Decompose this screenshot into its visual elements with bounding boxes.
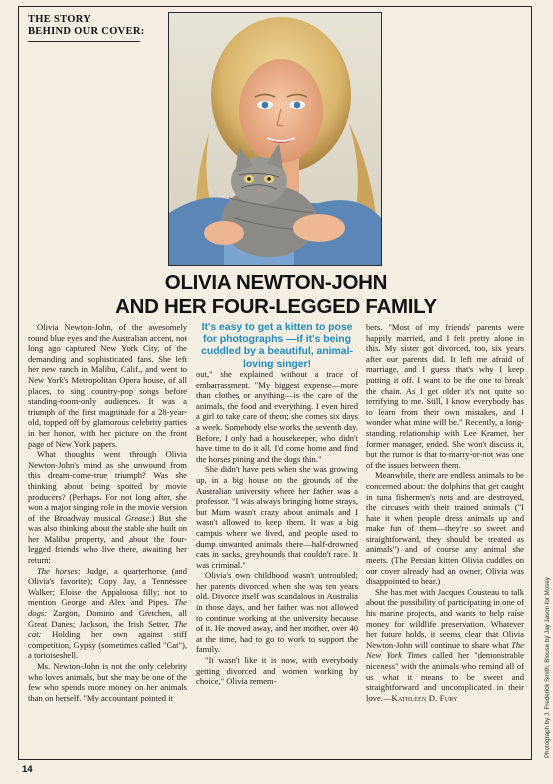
article-headline xyxy=(24,271,528,319)
text-run-italic: The dogs: xyxy=(28,597,187,619)
paragraph xyxy=(366,587,524,704)
text-run: What thoughts went through Olivia Newton-John's mind as she unwound from this dream-come-true triumph? Was she thinking about being spotted by movie producers? (Perhaps. For not long after, she won a major singing role in the movie version of the Broadway musical xyxy=(28,449,187,523)
text-run-italic: Grease. xyxy=(124,512,152,523)
paragraph xyxy=(28,566,187,661)
text-run: Judge, a quarterhorse (and Olivia's favorite); Copy Jay, a Tennessee Walker; Eloise the Appaloosa filly; not to mention George and Alex and Pipes. xyxy=(28,565,188,608)
paragraph: out," she explained without a trace of embarrassment. "My biggest expense—more than clothes or anything—is the care of the animals, the food and everything. I even hired a girl to take care of them; she comes six days a week. Somebody else works the seventh day. Before, I only had a housekeeper, who didn't have time to do it all. I'd come home and find the horses pining and the dogs thin." xyxy=(196,369,358,464)
page-number: 14 xyxy=(22,764,33,775)
section-rule xyxy=(28,41,140,42)
paragraph: "It wasn't like it is now, with everybody getting divorced and women working by choice," Olivia remem- xyxy=(196,655,358,687)
section-label-line2: BEHIND OUR COVER: xyxy=(28,26,145,37)
paragraph: She didn't have pets when she was growing up, in a big house on the grounds of the Australian university where her father was a professor. "I was always bringing home strays, but Mum wasn't crazy about animals and I wasn't allowed to keep them. It was a big campus where we lived, and people used to dump unwanted animals there—half-drowned cats in sacks, greyhounds that couldn't race. It was criminal." xyxy=(196,464,358,570)
text-run: Holding her own against stiff competition, Gypsy (sometimes called "Cat"), a tortoiseshell. xyxy=(28,629,187,661)
text-run-italic: The cat: xyxy=(28,618,187,640)
paragraph: bers. "Most of my friends' parents were happily married, and I felt pretty alone in this. My sister got divorced, too, six years after our parents did. It left me afraid of marriage, and I guess that's why I keep putting it off. I want to be the one to break the chain. As I get older it's not quite so terrifying to me. Still, I know everybody has to learn from their own mistakes, and I wonder what mine will be." Recently, a long-standing relationship with Lee Kramer, her former manager, ended. She won't discuss it, but the rumor is that to-marry-or-not was one of the issues between them. xyxy=(366,322,524,470)
paragraph: Ms. Newton-John is not the only celebrity who loves animals, but she may be one of the few who spends more money on her animals than on herself. "My accountant pointed it xyxy=(28,661,187,703)
headline-line2: AND HER FOUR-LEGGED FAMILY xyxy=(115,295,437,318)
column-2 xyxy=(196,369,358,687)
section-label xyxy=(28,14,145,38)
text-run: ) But she was also thinking about the stable she built on her Malibu property, and about the four-legged friends who live there, awaiting her return: xyxy=(28,512,187,566)
text-run: She has met with Jacques Cousteau to talk about the possibility of participating in one of his marine projects, and wants to help raise money for wildlife preservation. Whatever her future holds, it seems clear that Olivia Newton-John will continue to share what xyxy=(366,586,524,650)
section-label-line1: THE STORY xyxy=(28,14,92,25)
woman-with-kitten-illustration xyxy=(169,13,381,265)
text-run-italic: The horses: xyxy=(37,565,81,576)
cover-photo xyxy=(168,12,382,266)
paragraph: Olivia Newton-John, of the awesomely round blue eyes and the Australian accent, not long ago captured New York City, of the demanding and sophisticated fans. She left her new ranch in Malibu, Calif., and went to New York's Metropolitan Opera house, of all places, to sing country-pop songs before standing-room-only audiences. It was a triumph of the first magnitude for a 28-year-old, topped off by glamorous celebrity parties in her honor, with her picture on the front page of New York papers. xyxy=(28,322,187,449)
text-run-italic: The New York Times xyxy=(366,639,524,661)
pull-quote: It's easy to get a kitten to pose for photographs —if it's being cuddled by a beautiful, animal-loving singer! xyxy=(201,322,353,370)
paragraph: Olivia's own childhood wasn't untroubled; her parents divorced when she was ten years old. Divorce itself was scandalous in Australia in those days, and her father was not allowed to continue working at the university because of it. He moved away, and her mother, over 40 at the time, had to go to work to support the family. xyxy=(196,570,358,655)
column-1 xyxy=(28,322,187,703)
paragraph: Meanwhile, there are endless animals to be concerned about: the dolphins that get caught in tuna fishermen's nets and are destroyed, the circuses with their trained animals ("I hate it when people dress animals up and make fun of them—they're so sweet and straightforward, they should be treated as animals") and of course any animal she meets. (The Persian kitten Olivia cuddles on our cover already had an owner, Olivia was disappointed to hear.) xyxy=(366,470,524,587)
author-byline: Kathleen D. Fury xyxy=(391,692,458,703)
text-run: Zargon, Domino and Gretchen, all Great Danes; Jackson, the Irish Setter. xyxy=(28,608,187,629)
column-3 xyxy=(366,322,524,703)
headline-line1: OLIVIA NEWTON-JOHN xyxy=(164,271,388,294)
photo-credit: Photograph by J. Frederick Smith; Blouse by Jay Jason for Mosey xyxy=(544,577,551,758)
paragraph xyxy=(28,449,187,566)
text-run: called her "demonstrable niceness" with the animals who remind all of us what it means to be sweet and straightforward and uncomplicated in their love.— xyxy=(366,650,524,703)
